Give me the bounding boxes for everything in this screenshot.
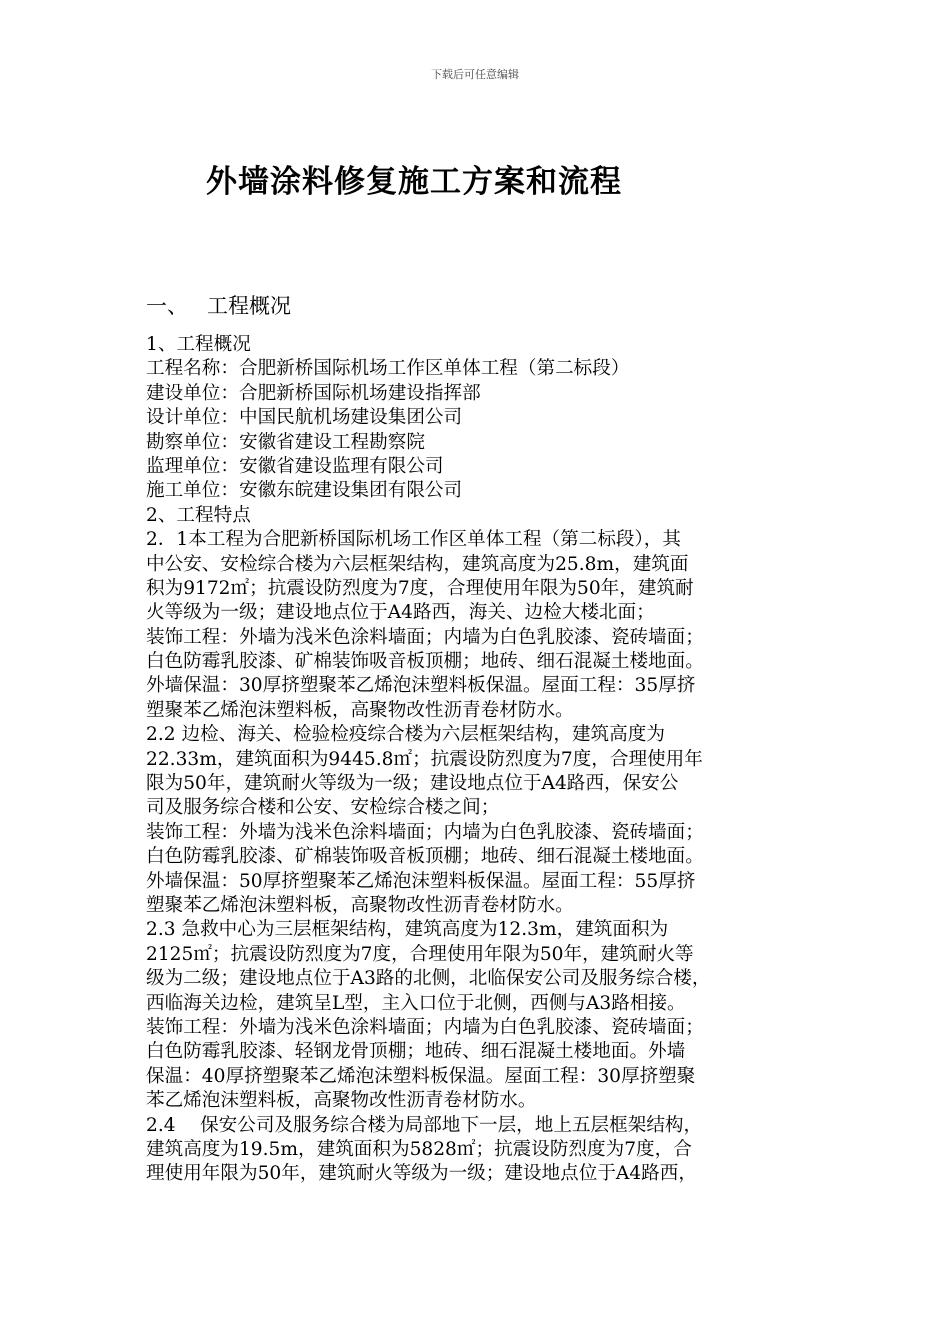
- text-line: 司及服务综合楼和公安、安检综合楼之间；: [146, 797, 500, 819]
- text-line: 积为9172㎡；抗震设防烈度为7度，合理使用年限为50年，建筑耐: [146, 577, 694, 599]
- text-line: 火等级为一级；建设地点位于A4路西，海关、边检大楼北面；: [146, 602, 655, 624]
- text-line: 白色防霉乳胶漆、矿棉装饰吸音板顶棚；地砖、细石混凝土楼地面。: [146, 651, 704, 673]
- text-line: 2、工程特点: [146, 504, 251, 526]
- text-line: 保温：40厚挤塑聚苯乙烯泡沫塑料板保温。屋面工程：30厚挤塑聚: [146, 1065, 696, 1087]
- text-line: 装饰工程：外墙为浅米色涂料墙面；内墙为白色乳胶漆、瓷砖墙面；: [146, 626, 704, 648]
- text-line: 装饰工程：外墙为浅米色涂料墙面；内墙为白色乳胶漆、瓷砖墙面；: [146, 1016, 704, 1038]
- text-line: 建设单位：合肥新桥国际机场建设指挥部: [146, 382, 481, 404]
- text-line: 勘察单位：安徽省建设工程勘察院: [146, 431, 425, 453]
- section-heading: [146, 290, 291, 320]
- section-title: 工程概况: [207, 294, 291, 318]
- text-line: 外墙保温：30厚挤塑聚苯乙烯泡沫塑料板保温。屋面工程：35厚挤: [146, 675, 696, 697]
- text-line: 白色防霉乳胶漆、轻钢龙骨顶棚；地砖、细石混凝土楼地面。外墙: [146, 1041, 686, 1063]
- text-line: 设计单位：中国民航机场建设集团公司: [146, 407, 463, 429]
- text-line: 级为二级；建设地点位于A3路的北侧，北临保安公司及服务综合楼，: [146, 968, 711, 990]
- text-line: 中公安、安检综合楼为六层框架结构，建筑高度为25.8m，建筑面: [146, 553, 689, 575]
- text-line: 2125㎡；抗震设防烈度为7度，合理使用年限为50年，建筑耐火等: [146, 943, 694, 965]
- text-line: 西临海关边检，建筑呈L型，主入口位于北侧，西侧与A3路相接。: [146, 992, 686, 1014]
- section-number: 一、: [146, 294, 188, 318]
- page-header-note: 下载后可任意编辑: [431, 68, 519, 81]
- text-line: 理使用年限为50年，建筑耐火等级为一级；建设地点位于A4路西，: [146, 1163, 697, 1185]
- document-title: 外墙涂料修复施工方案和流程: [206, 164, 622, 200]
- text-line: 苯乙烯泡沫塑料板，高聚物改性沥青卷材防水。: [146, 1090, 537, 1112]
- text-line: 塑聚苯乙烯泡沫塑料板，高聚物改性沥青卷材防水。: [146, 699, 574, 721]
- text-line: 1、工程概况: [146, 334, 251, 355]
- text-line: 施工单位：安徽东皖建设集团有限公司: [146, 480, 463, 502]
- text-line: 2.3 急救中心为三层框架结构，建筑高度为12.3m，建筑面积为: [146, 919, 669, 941]
- text-line: 外墙保温：50厚挤塑聚苯乙烯泡沫塑料板保温。屋面工程：55厚挤: [146, 870, 696, 892]
- text-line: 工程名称：合肥新桥国际机场工作区单体工程（第二标段）: [146, 358, 630, 380]
- text-line: 2.2 边检、海关、检验检疫综合楼为六层框架结构，建筑高度为: [146, 724, 665, 746]
- text-line: 装饰工程：外墙为浅米色涂料墙面；内墙为白色乳胶漆、瓷砖墙面；: [146, 821, 704, 843]
- text-line: 塑聚苯乙烯泡沫塑料板，高聚物改性沥青卷材防水。: [146, 894, 574, 916]
- text-line: 建筑高度为19.5m，建筑面积为5828㎡；抗震设防烈度为7度，合: [146, 1138, 692, 1160]
- text-line: 2.4 保安公司及服务综合楼为局部地下一层，地上五层框架结构，: [146, 1114, 703, 1136]
- text-line: 22.33m，建筑面积为9445.8㎡；抗震设防烈度为7度，合理使用年: [146, 748, 703, 770]
- text-line: 监理单位：安徽省建设监理有限公司: [146, 455, 444, 477]
- text-line: 白色防霉乳胶漆、矿棉装饰吸音板顶棚；地砖、细石混凝土楼地面。: [146, 846, 704, 868]
- text-line: 2．1本工程为合肥新桥国际机场工作区单体工程（第二标段），其: [146, 529, 681, 551]
- body-text: [146, 333, 816, 1187]
- text-line: 限为50年，建筑耐火等级为一级；建设地点位于A4路西，保安公: [146, 773, 679, 795]
